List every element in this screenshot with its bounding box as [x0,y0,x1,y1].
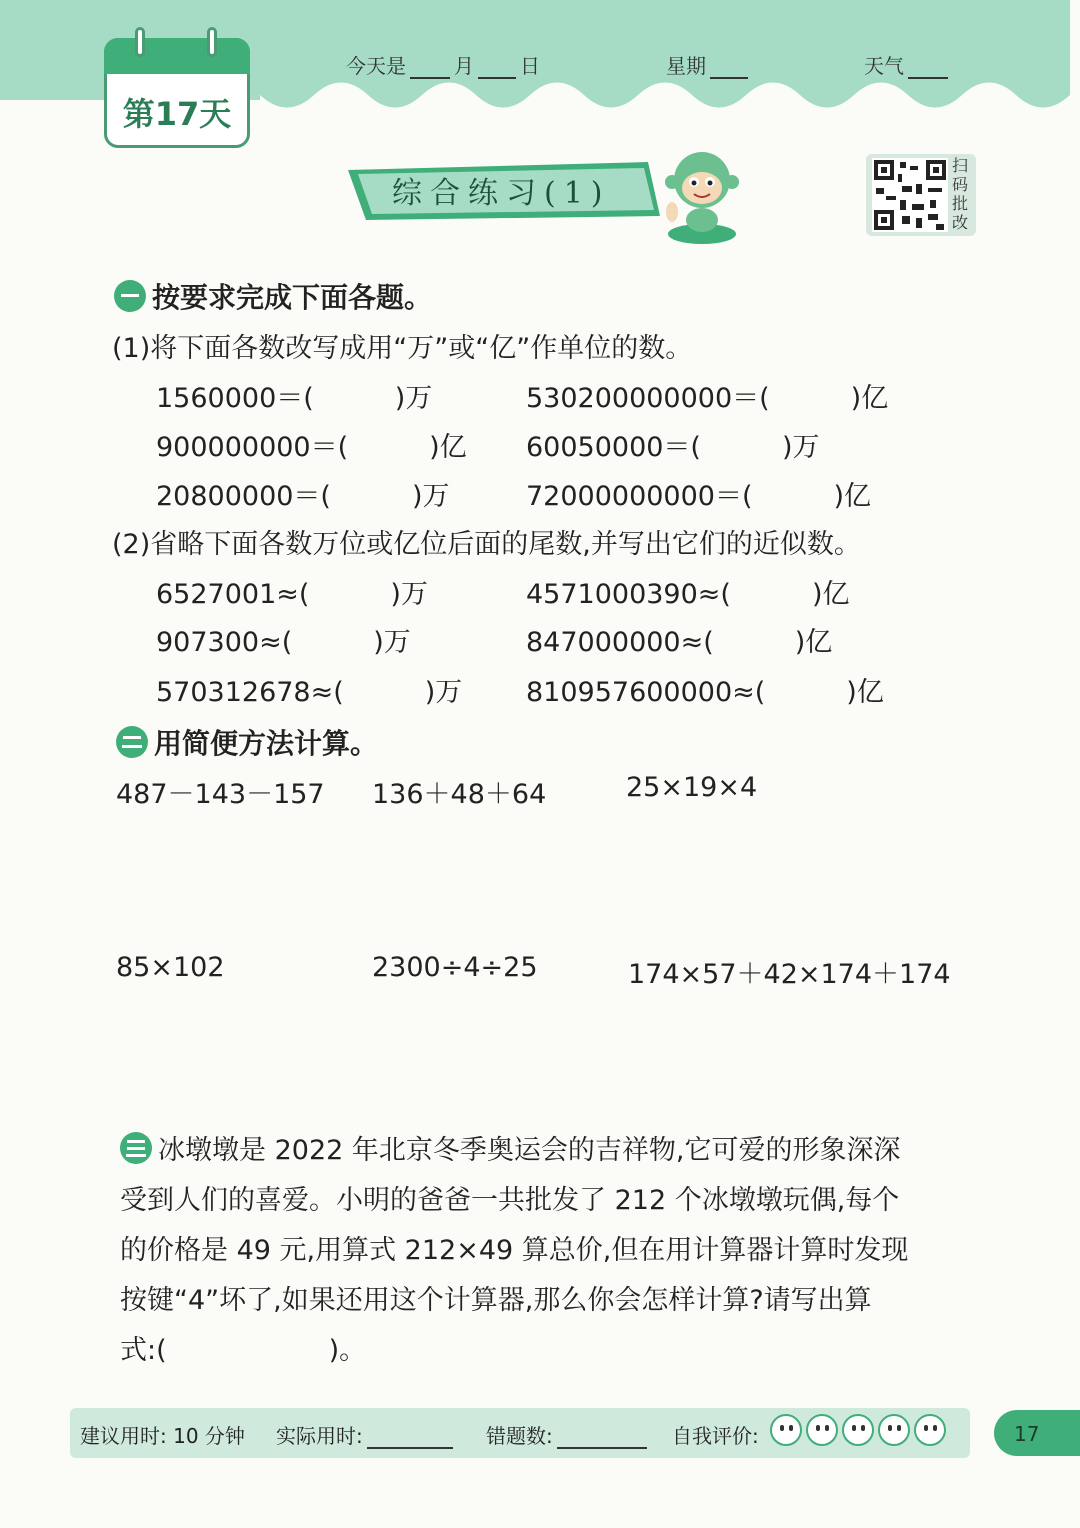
page-number: 17 [1014,1422,1040,1446]
approximation-item[interactable]: 847000000≈( )亿 [526,627,833,658]
page-title: 综合练习(1) [392,176,611,211]
approximation-item[interactable]: 907300≈( )万 [156,627,411,658]
date-field[interactable] [346,50,540,79]
section-3-line: 受到人们的喜爱。小明的爸爸一共批发了 212 个冰墩墩玩偶,每个 [120,1185,900,1216]
calc-problem[interactable]: 487－143－157 [116,779,325,810]
page-number-tab [994,1410,1080,1456]
smiley-face-icon[interactable] [806,1414,838,1446]
calendar-top-bar [104,38,250,74]
calendar-ring-icon [135,27,145,57]
conversion-item[interactable]: 60050000＝( )万 [526,432,820,463]
conversion-item[interactable]: 1560000＝( )万 [156,383,433,414]
conversion-item[interactable]: 530200000000＝( )亿 [526,383,889,414]
smiley-face-icon[interactable] [842,1414,874,1446]
section-1-heading: 按要求完成下面各题。 [114,276,432,316]
error-count-field[interactable]: 错题数: [486,1420,647,1449]
smiley-face-icon[interactable] [878,1414,910,1446]
approximation-item[interactable]: 810957600000≈( )亿 [526,677,884,708]
self-eval-label: 自我评价: [672,1424,759,1448]
weekday-label: 星期 [666,54,706,78]
smiley-face-icon[interactable] [914,1414,946,1446]
day-label: 日 [520,54,540,78]
section-2-number-icon [116,726,148,758]
calc-problem[interactable]: 25×19×4 [626,772,758,803]
actual-time-field[interactable]: 实际用时: [276,1420,453,1449]
month-label: 月 [454,54,474,78]
section-2-heading: 用简便方法计算。 [116,722,378,762]
section-1-number-icon [114,280,146,312]
calc-problem[interactable]: 85×102 [116,952,225,983]
conversion-item[interactable]: 72000000000＝( )亿 [526,481,872,512]
approximation-item[interactable]: 570312678≈( )万 [156,677,463,708]
section-3-answer-line[interactable]: 式:( )。 [120,1335,367,1366]
smiley-face-icon[interactable] [770,1414,802,1446]
approximation-item[interactable]: 6527001≈( )万 [156,579,428,610]
qr-label: 扫码批改 [952,156,969,232]
conversion-item[interactable]: 20800000＝( )万 [156,481,450,512]
suggested-time: 建议用时: 10 分钟 [80,1424,245,1448]
part-1-instruction: (1)将下面各数改写成用“万”或“亿”作单位的数。 [112,333,693,364]
section-3-line: 按键“4”坏了,如果还用这个计算器,那么你会怎样计算?请写出算 [120,1285,872,1316]
part-2-instruction: (2)省略下面各数万位或亿位后面的尾数,并写出它们的近似数。 [112,529,861,560]
calc-problem[interactable]: 174×57＋42×174＋174 [628,959,951,990]
calc-problem[interactable]: 136＋48＋64 [372,779,547,810]
qr-box[interactable] [866,154,976,236]
qr-code-icon[interactable] [872,158,948,232]
weather-label: 天气 [864,54,904,78]
date-label: 今天是 [346,54,406,78]
approximation-item[interactable]: 4571000390≈( )亿 [526,579,850,610]
section-3-line: 的价格是 49 元,用算式 212×49 算总价,但在用计算器计算时发现 [120,1235,909,1266]
self-eval-rating[interactable] [770,1414,950,1450]
day-badge [104,38,250,148]
section-3-paragraph [120,1126,970,1376]
footer-bar [70,1408,970,1458]
weather-field[interactable] [864,50,952,79]
weekday-field[interactable] [666,50,752,79]
conversion-item[interactable]: 900000000＝( )亿 [156,432,467,463]
section-3-line: 冰墩墩是 2022 年北京冬季奥运会的吉祥物,它可爱的形象深深 [120,1126,970,1176]
calc-problem[interactable]: 2300÷4÷25 [372,952,538,983]
day-number: 第17天 [122,95,232,133]
calendar-ring-icon [207,27,217,57]
section-3-number-icon [120,1132,152,1164]
monkey-mascot-icon [658,142,748,246]
